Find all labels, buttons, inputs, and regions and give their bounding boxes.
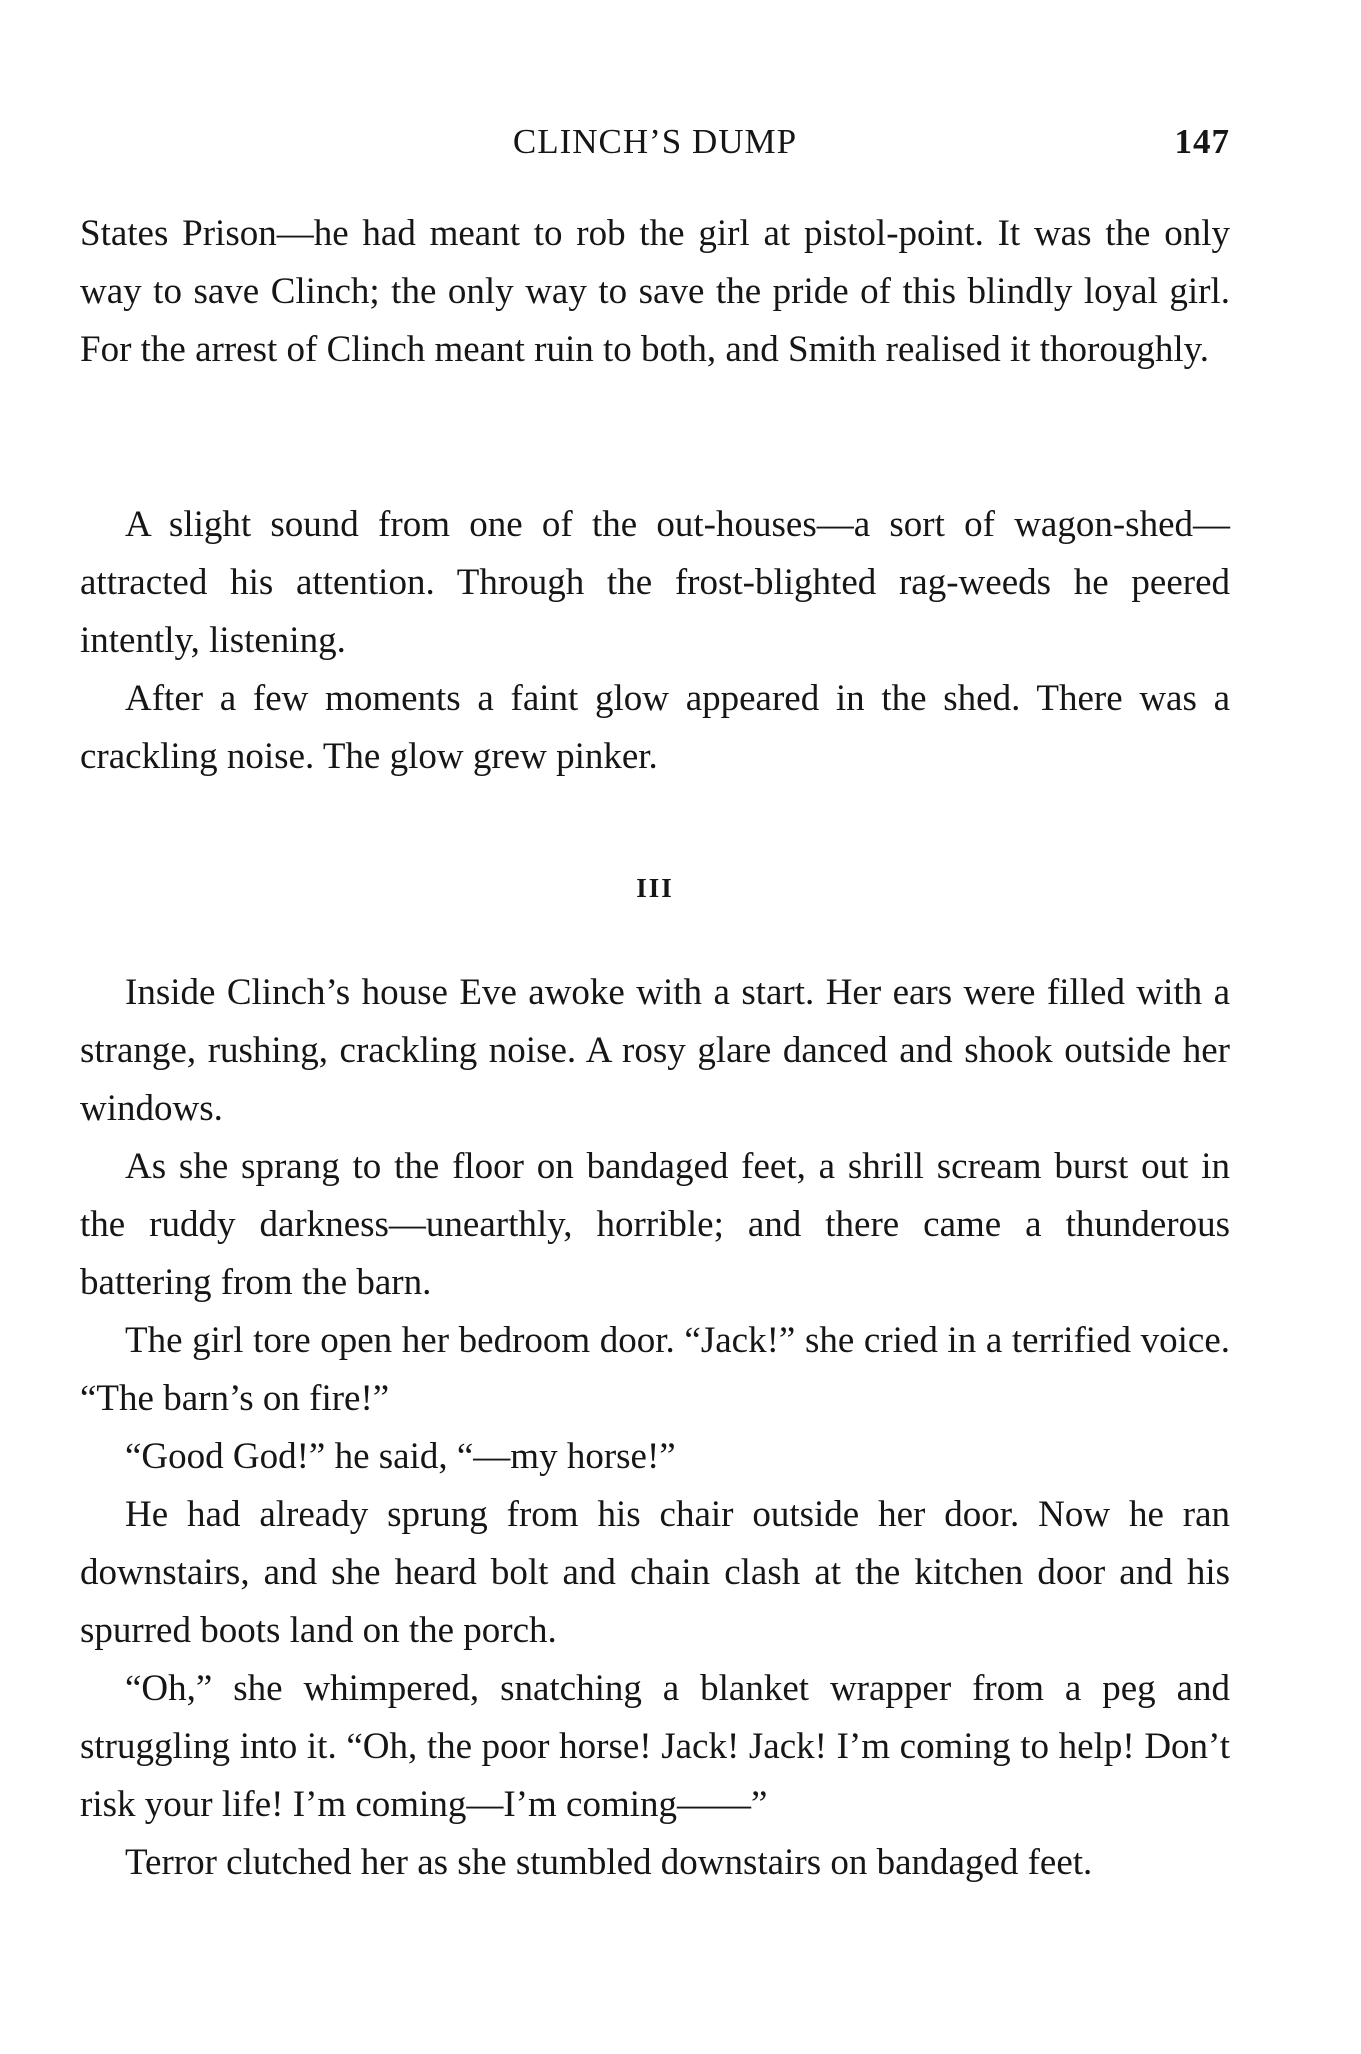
paragraph: He had already sprung from his chair outside her door. Now he ran downstairs, and she heard bolt and chain clash at the kitchen door and his spurred boots land on the porch. bbox=[80, 1494, 1230, 1651]
running-title: CLINCH’S DUMP bbox=[512, 122, 798, 161]
paragraph: After a few moments a faint glow appeared in the shed. There was a crackling noise. The glow grew pinker. bbox=[80, 678, 1230, 777]
paragraph: “Good God!” he said, “—my horse!” bbox=[125, 1436, 676, 1477]
page-header bbox=[80, 122, 1230, 172]
text-block-top bbox=[80, 205, 1230, 379]
paragraph: Inside Clinch’s house Eve awoke with a start. Her ears were filled with a strange, rushing, crackling noise. A rosy glare danced and shook outside her windows. bbox=[80, 972, 1230, 1129]
paragraph: Terror clutched her as she stumbled downstairs on bandaged feet. bbox=[125, 1842, 1093, 1883]
section-number: III bbox=[636, 873, 674, 903]
text-block-middle bbox=[80, 496, 1230, 786]
paragraph: “Oh,” she whimpered, snatching a blanket wrapper from a peg and struggling into it. “Oh, the poor horse! Jack! Jack! I’m coming to help! Don’t risk your life! I’m coming—I’m coming——” bbox=[80, 1668, 1230, 1825]
text-block-bottom bbox=[80, 964, 1230, 1892]
paragraph: As she sprang to the floor on bandaged feet, a shrill scream burst out in the ruddy darkness—unearthly, horrible; and there came a thunderous battering from the barn. bbox=[80, 1146, 1230, 1303]
paragraph: The girl tore open her bedroom door. “Jack!” she cried in a terrified voice. “The barn’s on fire!” bbox=[80, 1320, 1230, 1419]
page-number: 147 bbox=[1174, 122, 1230, 161]
paragraph: A slight sound from one of the out-houses—a sort of wagon-shed—attracted his attention. Through the frost-blighted rag-weeds he peered intently, listening. bbox=[80, 504, 1230, 661]
paragraph: States Prison—he had meant to rob the girl at pistol-point. It was the only way to save Clinch; the only way to save the pride of this blindly loyal girl. For the arrest of Clinch meant ruin to both, and Smith realised it thoroughly. bbox=[80, 213, 1230, 370]
